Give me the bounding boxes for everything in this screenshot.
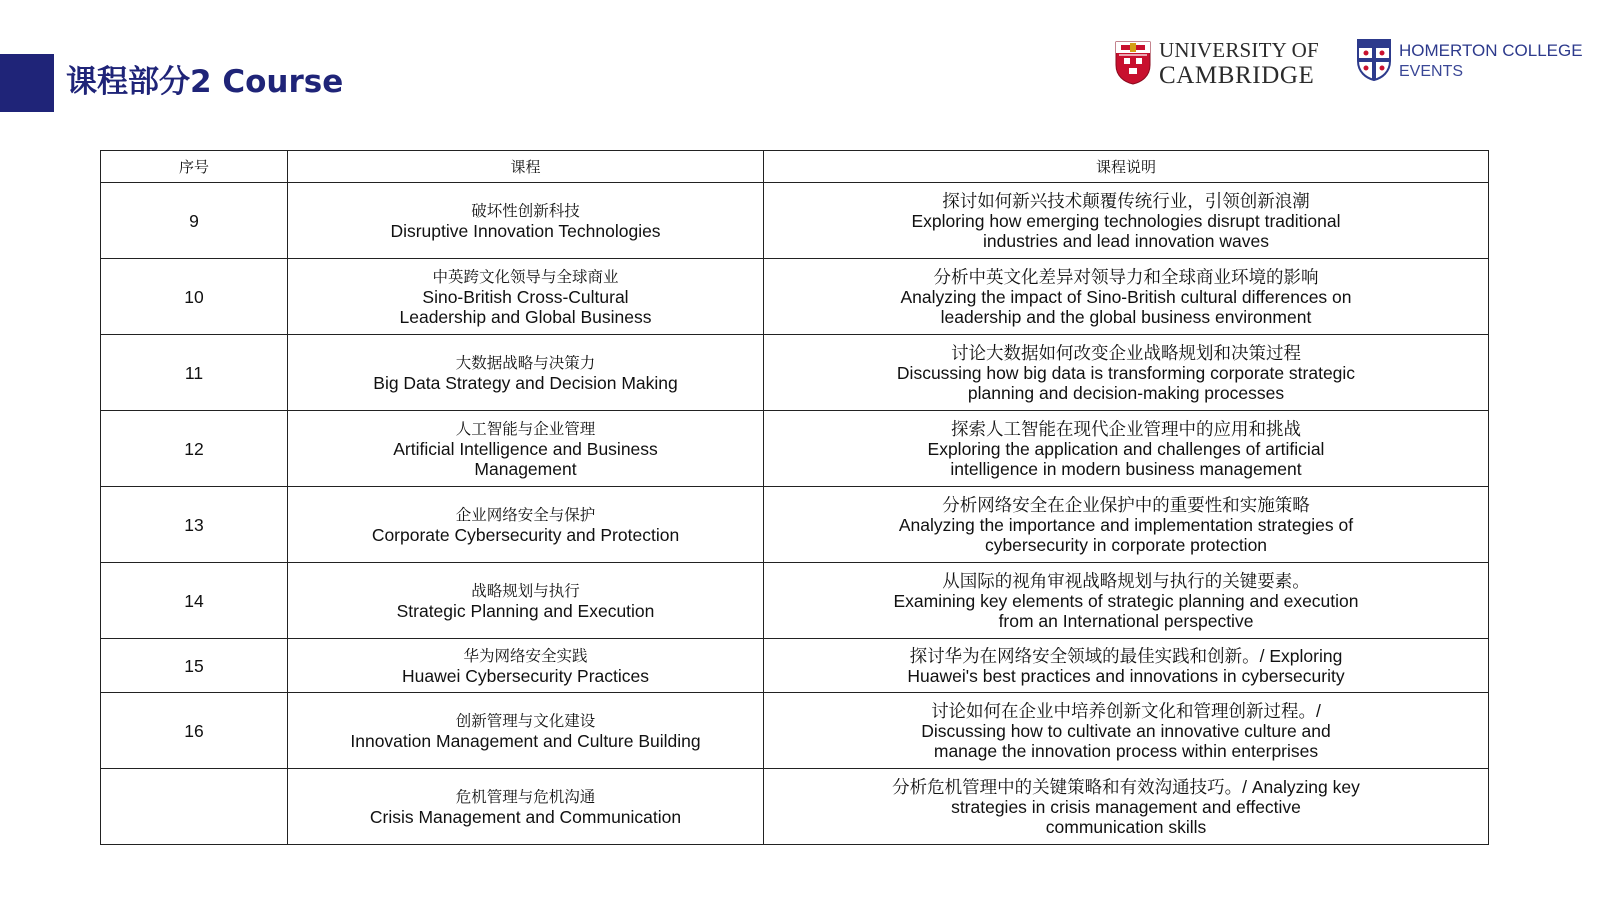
course-number: 16 [101,693,288,769]
table-header-row [101,151,1489,183]
course-name-en: Huawei Cybersecurity Practices [401,665,650,686]
course-number: 11 [101,335,288,411]
cambridge-crest-icon [1115,41,1151,85]
course-number: 14 [101,563,288,639]
course-number: 13 [101,487,288,563]
column-header-description: 课程说明 [764,151,1489,183]
cambridge-wordmark-line2: CAMBRIDGE [1159,62,1315,89]
homerton-logo [1357,38,1597,84]
course-description-line: from an International perspective [998,610,1254,631]
course-name-en: Strategic Planning and Execution [396,600,655,621]
table-row [101,487,1489,563]
course-description-line: strategies in crisis management and effective [951,796,1301,817]
column-header-number: 序号 [101,151,288,183]
table-row [101,639,1489,693]
course-description-line: intelligence in modern business management [950,458,1302,479]
homerton-wordmark-line2: EVENTS [1399,63,1464,80]
course-description-line: Analyzing the impact of Sino-British cultural differences on [900,286,1352,307]
cambridge-logo [1115,38,1327,88]
course-number: 12 [101,411,288,487]
title-accent-bar [0,54,54,112]
course-name-cn: 华为网络安全实践 [463,646,588,665]
course-name-en: Innovation Management and Culture Building [350,730,701,751]
course-description-line: Huawei's best practices and innovations in cybersecurity [907,665,1345,686]
course-description-line: 探讨如何新兴技术颠覆传统行业，引领创新浪潮 [942,190,1310,211]
course-description-line: 分析危机管理中的关键策略和有效沟通技巧。/ Analyzing key [892,776,1360,797]
course-description-line: 分析中英文化差异对领导力和全球商业环境的影响 [933,266,1319,287]
course-description-line: Exploring the application and challenges of artificial [927,438,1325,459]
homerton-wordmark [1399,40,1583,82]
course-description-line: 探索人工智能在现代企业管理中的应用和挑战 [951,418,1301,439]
course-description-line: 讨论如何在企业中培养创新文化和管理创新过程。/ [931,700,1321,721]
table-row [101,769,1489,845]
page-title: 课程部分2 Course [66,64,344,100]
course-number [101,769,288,845]
course-number: 15 [101,639,288,693]
table-row [101,693,1489,769]
course-description-cell [764,639,1489,693]
course-description-line: communication skills [1045,816,1207,837]
course-name-cn: 战略规划与执行 [471,581,580,600]
course-number: 10 [101,259,288,335]
course-description-cell [764,183,1489,259]
course-description-cell [764,411,1489,487]
course-name-cn: 破坏性创新科技 [471,201,580,220]
course-description-line: Examining key elements of strategic planning and execution [893,590,1359,611]
table-row [101,183,1489,259]
course-name-cell [288,563,764,639]
course-name-cn: 大数据战略与决策力 [455,353,596,372]
course-name-en: Sino-British Cross-Cultural Leadership and Global Business [399,286,652,327]
course-name-cell [288,335,764,411]
course-description-cell [764,769,1489,845]
course-description-line: 探讨华为在网络安全领域的最佳实践和创新。/ Exploring [909,645,1343,666]
course-description-line: 讨论大数据如何改变企业战略规划和决策过程 [951,342,1301,363]
course-description-cell [764,259,1489,335]
homerton-crest-icon [1357,39,1391,81]
course-name-cell [288,639,764,693]
course-description-line: Discussing how to cultivate an innovative culture and [921,720,1331,741]
column-header-course: 课程 [288,151,764,183]
course-description-line: Analyzing the importance and implementation strategies of [898,514,1354,535]
course-description-line: planning and decision-making processes [967,382,1285,403]
course-name-cell [288,487,764,563]
course-description-cell [764,487,1489,563]
course-name-cn: 企业网络安全与保护 [455,505,596,524]
course-name-en: Artificial Intelligence and Business Management [393,438,658,479]
course-description-line: cybersecurity in corporate protection [984,534,1268,555]
course-description-cell [764,563,1489,639]
homerton-wordmark-line1: HOMERTON COLLEGE [1399,41,1583,60]
course-description-cell [764,335,1489,411]
course-name-cell [288,411,764,487]
course-name-cell [288,183,764,259]
course-description-line: manage the innovation process within enterprises [933,740,1319,761]
cambridge-wordmark [1159,38,1319,88]
course-description-line: Exploring how emerging technologies disrupt traditional [911,210,1341,231]
course-name-cell [288,259,764,335]
course-name-cell [288,693,764,769]
cambridge-wordmark-line1: UNIVERSITY OF [1159,38,1319,62]
course-description-cell [764,693,1489,769]
course-description-line: 从国际的视角审视战略规划与执行的关键要素。 [942,570,1310,591]
course-description-line: 分析网络安全在企业保护中的重要性和实施策略 [942,494,1310,515]
course-description-line: leadership and the global business environment [940,306,1312,327]
course-description-line: Discussing how big data is transforming corporate strategic [896,362,1356,383]
course-name-en: Disruptive Innovation Technologies [390,220,661,241]
table-row [101,411,1489,487]
table-row [101,335,1489,411]
course-table [100,150,1489,845]
table-row [101,259,1489,335]
course-name-cn: 危机管理与危机沟通 [455,787,596,806]
course-name-cn: 中英跨文化领导与全球商业 [432,267,619,286]
table-row [101,563,1489,639]
course-name-cn: 人工智能与企业管理 [455,419,596,438]
course-description-line: industries and lead innovation waves [982,230,1269,251]
course-name-en: Big Data Strategy and Decision Making [373,372,678,393]
course-name-en: Corporate Cybersecurity and Protection [371,524,680,545]
course-number: 9 [101,183,288,259]
course-name-cn: 创新管理与文化建设 [455,711,596,730]
course-name-en: Crisis Management and Communication [369,806,682,827]
course-name-cell [288,769,764,845]
